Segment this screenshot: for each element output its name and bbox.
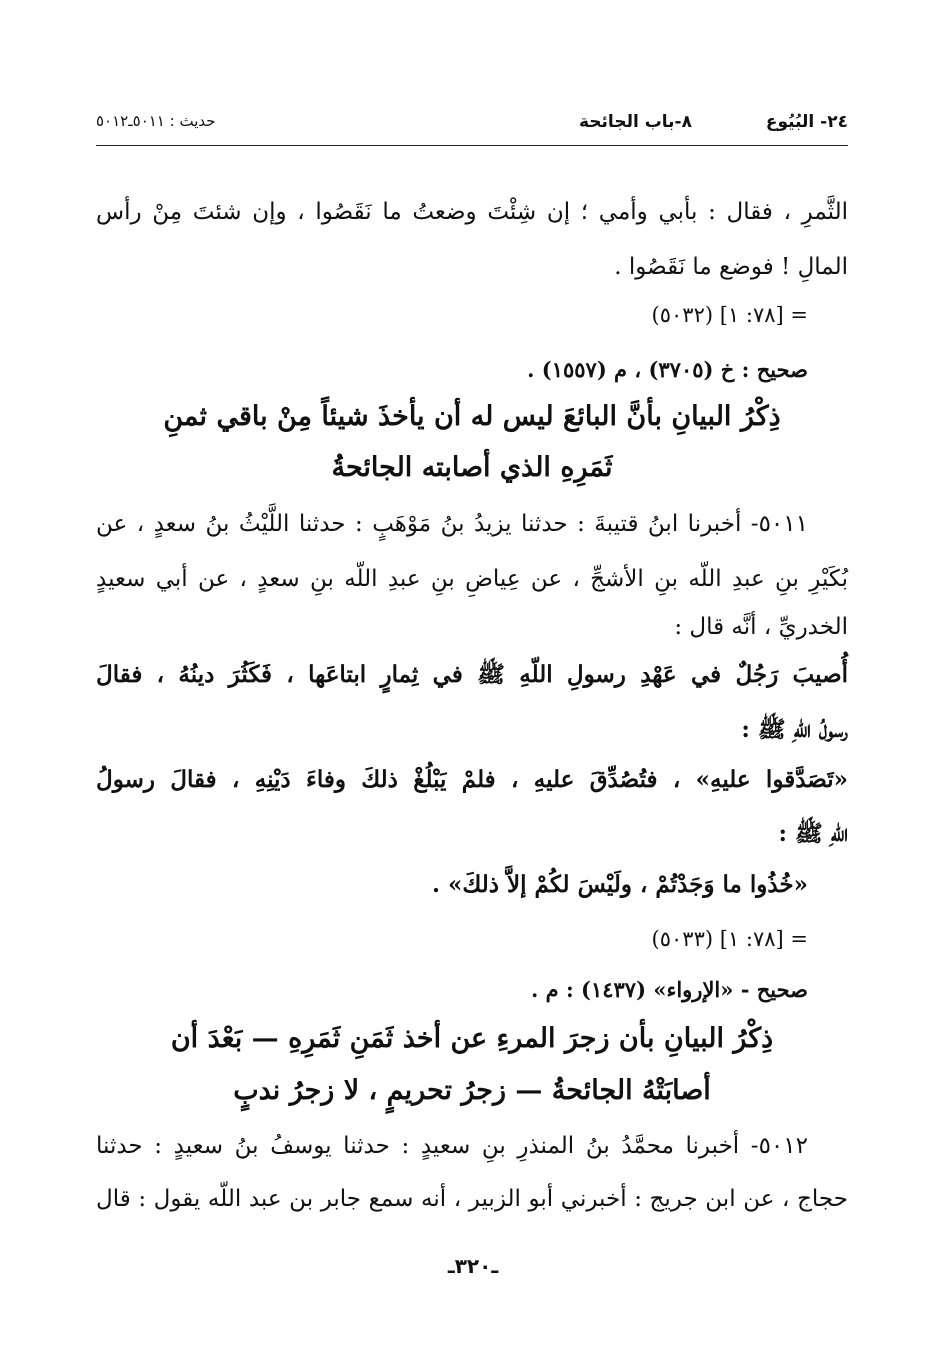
isnad-line: ٥٠١٢- أخبرنا محمَّدُ بنُ المنذرِ بنِ سعيدٍ : حدثنا يوسفُ بنُ سعيدٍ : حدثنا [96,1133,808,1159]
section-title: ذِكْرُ البيانِ بأن زجرَ المرءِ عن أخذ ثَمَنِ ثَمَرِهِ — بَعْدَ أن [170,1023,774,1054]
hadith-text-line: أُصيبَ رَجُلٌ في عَهْدِ رسولِ اللّهِ ﷺ في ثِمارٍ ابتاعَها ، فَكَثُرَ دينُهُ ، فقالَ [96,661,848,688]
header-rule [96,145,848,146]
reference-line: = [٧٨: ١] (٥٠٣٢) [651,303,808,327]
page-number: ـ٣٢٠ـ [447,1254,499,1278]
hadith-text-line: رسولُ اللّهِ ﷺ : [741,716,848,743]
section-title: ثَمَرِهِ الذي أصابته الجائحةُ [331,452,613,483]
grading-line: صحيح : خ (٣٧٠٥) ، م (١٥٥٧) . [527,357,808,382]
reference-line: = [٧٨: ١] (٥٠٣٣) [651,927,808,951]
header-hadith-range: حديث : ٥٠١١ـ٥٠١٢ [96,112,216,130]
body-line: الثَّمرِ ، فقال : بأبي وأمي ؛ إن شِئْتَ وضعتُ ما نَقَصُوا ، وإن شئتَ مِنْ رأس [96,199,848,225]
section-title: ذِكْرُ البيانِ بأنَّ البائعَ ليس له أن يأخذَ شيئاً مِنْ باقي ثمنِ [163,401,781,432]
header-section: ٨-باب الجائحة [578,112,692,132]
section-title: أصابَتْهُ الجائحةُ — زجرُ تحريمٍ ، لا زجرُ ندبٍ [233,1075,711,1106]
isnad-line: ٥٠١١- أخبرنا ابنُ قتيبةَ : حدثنا يزيدُ بنُ مَوْهَبٍ : حدثنا اللَّيْثُ بنُ سعدٍ ، عن [96,511,808,537]
hadith-text-line: «خُذُوا ما وَجَدْتُمْ ، ولَيْسَ لكُمْ إلاَّ ذلكَ» . [432,871,808,898]
isnad-line: بُكَيْرِ بنِ عبدِ اللّه بنِ الأشجِّ ، عن عِياضِ بنِ عبدِ اللّه بنِ سعدٍ ، عن أبي سعيدٍ [96,566,848,592]
isnad-line: الخدريِّ ، أنَّه قال : [674,614,848,640]
header-chapter: ٢٤- البُيُوع [765,112,848,132]
hadith-text-line: «تَصَدَّقوا عليهِ» ، فتُصُدِّقَ عليهِ ، فلمْ يَبْلُغْ ذلكَ وفاءَ دَيْنِهِ ، فقالَ رسولُ [96,766,848,793]
body-line: المالِ ! فوضع ما نَقَصُوا . [614,254,848,280]
isnad-line: حجاج ، عن ابن جريج : أخبرني أبو الزبير ، أنه سمع جابر بن عبد اللّه يقول : قال [96,1186,848,1212]
running-header [96,108,848,144]
hadith-text-line: اللّهِ ﷺ : [778,820,848,847]
grading-line: صحيح - «الإرواء» (١٤٣٧) : م . [531,977,808,1002]
